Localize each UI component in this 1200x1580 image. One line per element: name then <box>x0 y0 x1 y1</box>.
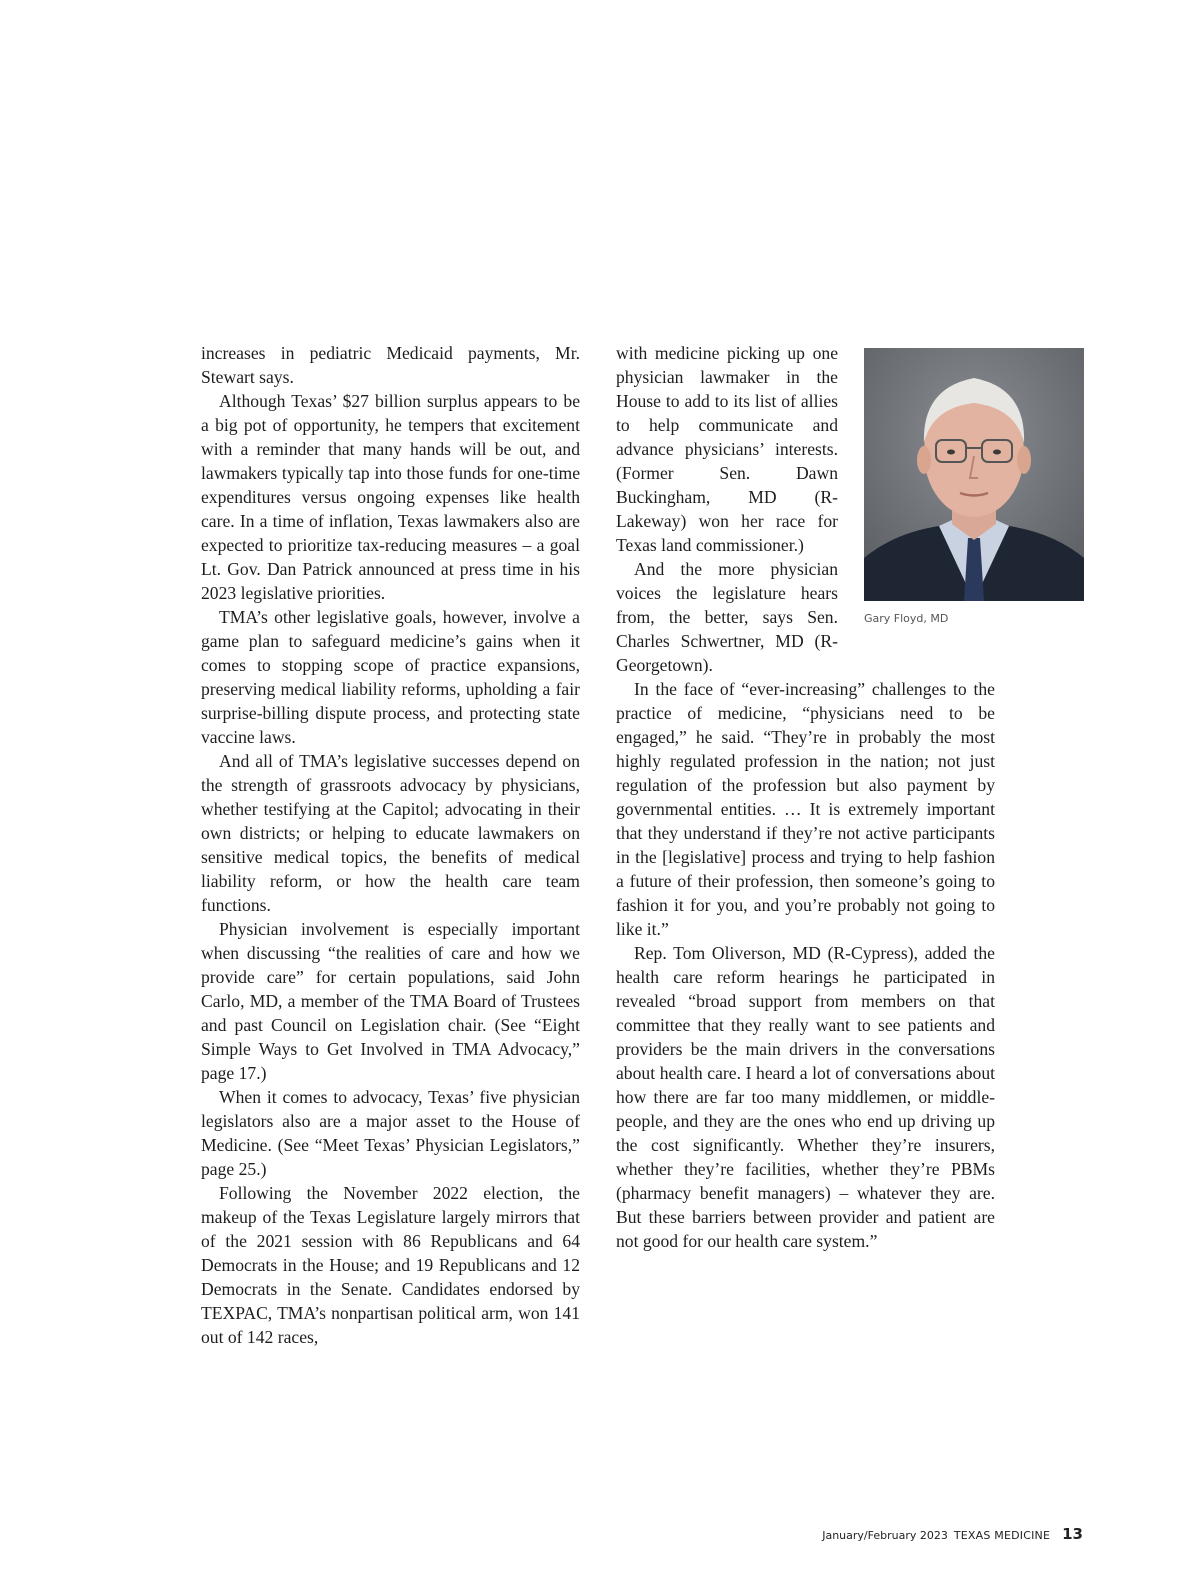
publication-name: TEXAS MEDICINE <box>953 1529 1051 1542</box>
paragraph: In the face of “ever-increasing” challenges to the practice of medicine, “physicians need to be engaged,” he said. “They’re in probably the most highly regulated profession in the nation; not just regulation of the profession but also payment by governmental entities. … It is extremely important that they understand if they’re not active participants in the [legislative] process and trying to help fashion a future of their profession, then someone’s going to fashion it for you, and you’re probably not going to like it.” <box>616 679 995 939</box>
paragraph: Following the November 2022 election, the makeup of the Texas Legislature largely mirrors that of the 2021 session with 86 Republicans and 64 Democrats in the House; and 19 Republicans and 12 Democrats in the Senate. Candidates endorsed by TEXPAC, TMA’s nonpartisan political arm, won 141 out of 142 races, <box>201 1183 580 1347</box>
issue-date: January/February 2023 <box>822 1529 948 1542</box>
photo-caption: Gary Floyd, MD <box>864 612 949 625</box>
page-number: 13 <box>1062 1525 1083 1543</box>
paragraph: Although Texas’ $27 billion surplus appears to be a big pot of opportunity, he tempers that excitement with a reminder that many hands will be out, and lawmakers typically tap into those funds for one-time expenditures versus ongoing expenses like health care. In a time of inflation, Texas lawmakers also are expected to prioritize tax-reducing measures – a goal Lt. Gov. Dan Patrick announced at press time in his 2023 legislative priorities. <box>201 391 580 603</box>
page-footer <box>822 1525 1083 1543</box>
paragraph: Physician involvement is especially important when discussing “the realities of care and how we provide care” for certain populations, said John Carlo, MD, a member of the TMA Board of Trustees and past Council on Legislation chair. (See “Eight Simple Ways to Get Involved in TMA Advocacy,” page 17.) <box>201 919 580 1083</box>
left-column <box>201 341 580 1349</box>
paragraph: When it comes to advocacy, Texas’ five physician legislators also are a major asset to the House of Medicine. (See “Meet Texas’ Physician Legislators,” page 25.) <box>201 1087 580 1179</box>
paragraph: with medicine picking up one physician lawmaker in the House to add to its list of allies to help communicate and advance physicians’ interests. (Former Sen. Dawn Buckingham, MD (R-Lakeway) won her race for Texas land commissioner.) <box>616 343 838 555</box>
paragraph: Rep. Tom Oliverson, MD (R-Cypress), added the health care reform hearings he participated in revealed “broad support from members on that committee that they really want to see patients and providers be the main drivers in the conversations about health care. I heard a lot of conversations about how there are far too many middlemen, or middle-people, and they are the ones who end up driving up the cost significantly. Whether they’re insurers, whether they’re facilities, whether they’re PBMs (pharmacy benefit managers) – whatever they are. But these barriers between provider and patient are not good for our health care system.” <box>616 943 995 1251</box>
paragraph: And the more physician voices the legislature hears from, the better, says Sen. Charles Schwertner, MD (R-Georgetown). <box>616 559 838 675</box>
portrait-illustration <box>864 348 1084 601</box>
paragraph: increases in pediatric Medicaid payments, Mr. Stewart says. <box>201 343 580 387</box>
paragraph: And all of TMA’s legislative successes depend on the strength of grassroots advocacy by physicians, whether testifying at the Capitol; advocating in their own districts; or helping to educate lawmakers on sensitive medical topics, the benefits of medical liability reform, or how the health care team functions. <box>201 751 580 915</box>
paragraph: TMA’s other legislative goals, however, involve a game plan to safeguard medicine’s gains when it comes to stopping scope of practice expansions, preserving medical liability reforms, upholding a fair surprise-billing dispute process, and protecting state vaccine laws. <box>201 607 580 747</box>
portrait-photo <box>864 348 1084 601</box>
